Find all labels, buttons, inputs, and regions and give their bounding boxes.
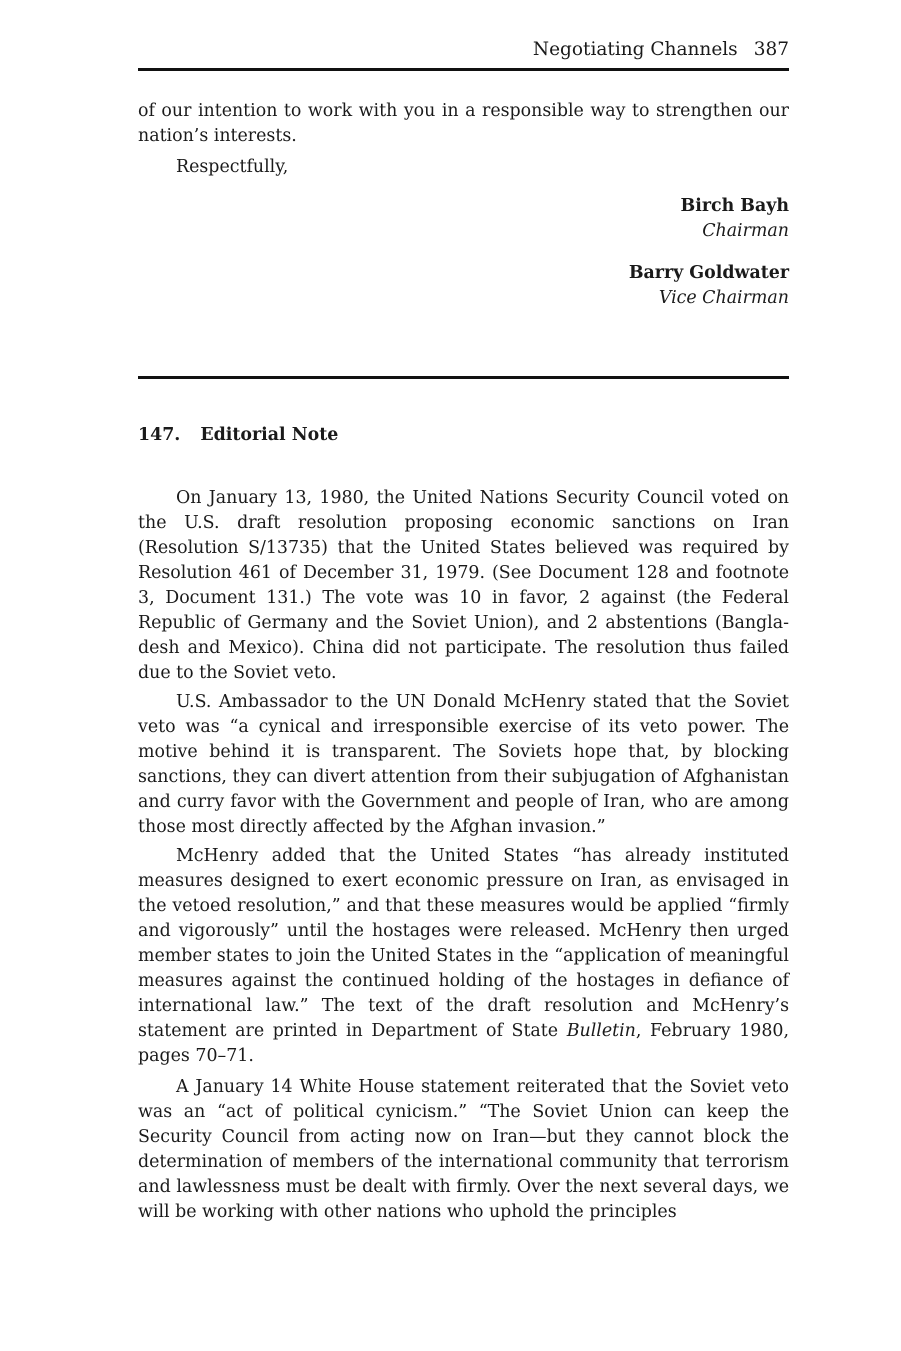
body-paragraph xyxy=(138,844,789,1069)
body-paragraph: A January 14 White House statement reiterated that the Soviet veto was an “act of political cynicism.” “The Soviet Union can keep the Security Council from acting now on Iran—but they cannot block the determination of members of the international community that terrorism and lawlessness must be dealt with firmly. Over the next several days, we will be working with other nations who uphold the principles xyxy=(138,1077,789,1222)
body-paragraph: On January 13, 1980, the United Nations Security Council voted on the U.S. draft resolution proposing economic sanctions on Iran (Resolution S/13735) that the United States believed was required by Resolution 461 of December 31, 1979. (See Document 128 and footnote 3, Document 131.) The vote was 10 in favor, 2 against (the Federal Republic of Germany and the Soviet Union), and 2 abstentions (Bangladesh and Mexico). China did not participate. The resolution thus failed due to the Soviet veto. xyxy=(138,488,789,683)
signatory-name: Birch Bayh xyxy=(680,196,789,216)
paragraph-text: McHenry added that the United States “has already instituted measures designed to exert economic pressure on Iran, as envisaged in the vetoed resolution,” and that these measures would be applied “firmly and vigorously” until the hostages were released. McHenry then urged member states to join the United States in the “application of meaningful measures against the continued holding of the hostages in defiance of international law.” The text of the draft resolution and McHenry’s statement are printed in Department of State xyxy=(138,846,789,1041)
letter-continuation: of our intention to work with you in a responsible way to strengthen our nation’s interests. xyxy=(138,101,789,146)
publication-title: Bulletin xyxy=(566,1021,636,1041)
signature-block xyxy=(629,261,789,311)
body-paragraph: U.S. Ambassador to the UN Donald McHenry stated that the Soviet veto was “a cynical and irresponsible exercise of its veto power. The motive behind it is transparent. The Soviets hope that, by blocking sanctions, they can divert attention from their subjugation of Afghanistan and curry favor with the Government and people of Iran, who are among those most directly affected by the Afghan invasion.” xyxy=(138,692,789,837)
signatory-title: Chairman xyxy=(702,221,789,241)
section-title: Editorial Note xyxy=(200,425,339,445)
section-number: 147. xyxy=(138,425,181,445)
signatory-title: Vice Chairman xyxy=(658,288,789,308)
letter-closing: Respectfully, xyxy=(176,157,289,177)
running-head-title: Negotiating Channels xyxy=(532,39,738,60)
signature-block xyxy=(681,194,789,244)
running-head xyxy=(533,38,789,62)
signatory-name: Barry Goldwater xyxy=(628,263,789,283)
paragraph-text: , February 1980, pages 70–71. xyxy=(138,1021,789,1066)
page-number: 387 xyxy=(753,39,789,60)
section-heading xyxy=(138,423,338,448)
section-divider xyxy=(138,376,789,379)
header-rule xyxy=(138,68,789,71)
